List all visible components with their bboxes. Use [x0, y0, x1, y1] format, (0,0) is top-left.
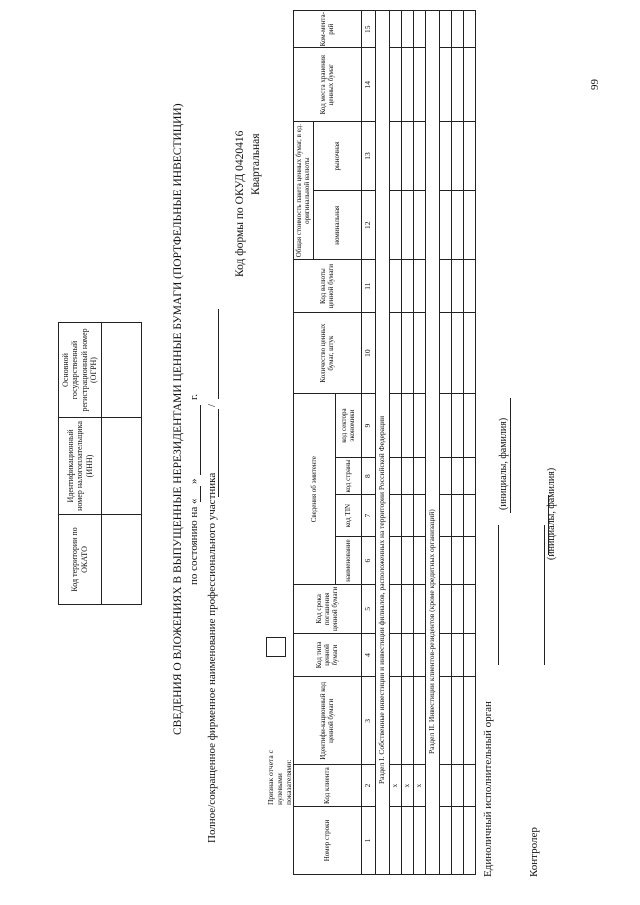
table-row	[451, 11, 463, 875]
column-number: 10	[361, 312, 375, 393]
participant-slash: /	[206, 403, 218, 407]
column-number: 14	[361, 48, 375, 122]
okato-value	[101, 515, 141, 605]
header-security-type: Код типа ценной бумаги	[294, 633, 362, 677]
okato-header: Код территории по ОКАТО	[59, 515, 102, 605]
table-row	[413, 11, 425, 875]
header-nominal: номинальная	[313, 191, 361, 260]
ogrn-value	[101, 323, 141, 418]
executive-initials-caption: (инициалы, фамилия)	[498, 417, 509, 510]
controller-initials-caption: (инициалы, фамилия)	[546, 467, 557, 560]
executive-initials-line	[510, 398, 511, 513]
controller-label: Контролер	[528, 827, 540, 877]
column-number: 15	[361, 11, 375, 48]
as-of-prefix: по состоянию на «	[188, 498, 200, 585]
x-mark: х	[413, 765, 425, 807]
inn-header: Идентификационный номер налогоплательщика (ИНН)	[59, 418, 102, 515]
header-total-value-group: Общая стоимость пакета ценных бумаг, в ед. оригинальной валюты	[294, 121, 314, 259]
header-issuer-group: Сведения об эмитенте	[294, 394, 336, 585]
header-issuer-tin: код TIN	[335, 495, 361, 537]
header-security-id: Идентифи-кационный код ценной бумаги	[294, 677, 362, 765]
periodicity: Квартальная	[250, 133, 262, 195]
section-1-heading: Раздел I. Собственные инвестиции и инвестиции филиалов, расположенных на территории Российской Федерации	[375, 11, 389, 875]
participant-full-name-field	[218, 409, 219, 497]
header-currency-code: Код валюты ценной бумаги	[294, 260, 362, 313]
executive-label: Единоличный исполнительный орган	[482, 701, 494, 877]
table-row	[401, 11, 413, 875]
executive-signature-line	[498, 525, 499, 665]
ogrn-header: Основной государственный регистрационный номер (ОГРН)	[59, 323, 102, 418]
column-number: 7	[361, 495, 375, 537]
column-number: 4	[361, 633, 375, 677]
section-2-row	[425, 11, 439, 875]
okud-form-code: Код формы по ОКУД 0420416	[234, 130, 246, 277]
column-number: 5	[361, 585, 375, 633]
column-number: 12	[361, 191, 375, 260]
participant-short-name-field	[218, 309, 219, 399]
column-number: 9	[361, 394, 375, 458]
column-number: 11	[361, 260, 375, 313]
as-of-mid: »	[188, 478, 200, 484]
column-number: 8	[361, 457, 375, 494]
page-number: 99	[589, 79, 601, 90]
header-client-code: Код клиента	[294, 765, 362, 807]
column-number-row	[361, 11, 375, 875]
header-issuer-sector: код сектора экономики	[335, 394, 361, 458]
section-2-heading: Раздел II. Инвестиции клиентов-резидентов (кроме кредитных организаций)	[425, 11, 439, 875]
column-number: 2	[361, 765, 375, 807]
section-1-row	[375, 11, 389, 875]
controller-initials-line	[548, 495, 549, 555]
header-maturity-code: Код срока погашения ценной бумаги	[294, 585, 362, 633]
inn-value	[101, 418, 141, 515]
zero-indicator-label: Признак отчета с нулевыми показателями:	[266, 750, 293, 805]
header-quantity: Количество ценных бумаг, штук	[294, 312, 362, 393]
header-issuer-name: наименование	[335, 536, 361, 584]
header-storage-code: Код места хранения ценных бумаг	[294, 48, 362, 122]
identification-table	[58, 322, 142, 605]
participant-label: Полное/сокращенное фирменное наименование профессионального участника	[206, 472, 218, 843]
column-number: 6	[361, 536, 375, 584]
header-row-number: Номер строки	[294, 806, 362, 874]
column-number: 1	[361, 806, 375, 874]
header-issuer-country: код страны	[335, 457, 361, 494]
table-row	[463, 11, 475, 875]
column-number: 13	[361, 121, 375, 190]
x-mark: х	[389, 765, 401, 807]
header-comments: Ком-мента-рий	[294, 11, 362, 48]
table-row	[389, 11, 401, 875]
zero-indicator-checkbox[interactable]	[266, 637, 286, 657]
controller-signature-line	[544, 525, 545, 665]
as-of-day-field	[200, 486, 201, 502]
header-market: рыночная	[313, 121, 361, 190]
securities-table	[293, 10, 476, 875]
as-of-month-field	[200, 405, 201, 475]
table-row	[439, 11, 451, 875]
column-number: 3	[361, 677, 375, 765]
as-of-suffix: г.	[188, 393, 200, 400]
document-title: СВЕДЕНИЯ О ВЛОЖЕНИЯХ В ВЫПУЩЕННЫЕ НЕРЕЗИДЕНТАМИ ЦЕННЫЕ БУМАГИ (ПОРТФЕЛЬНЫЕ ИНВЕСТИЦИИ)	[172, 103, 184, 735]
x-mark: х	[401, 765, 413, 807]
